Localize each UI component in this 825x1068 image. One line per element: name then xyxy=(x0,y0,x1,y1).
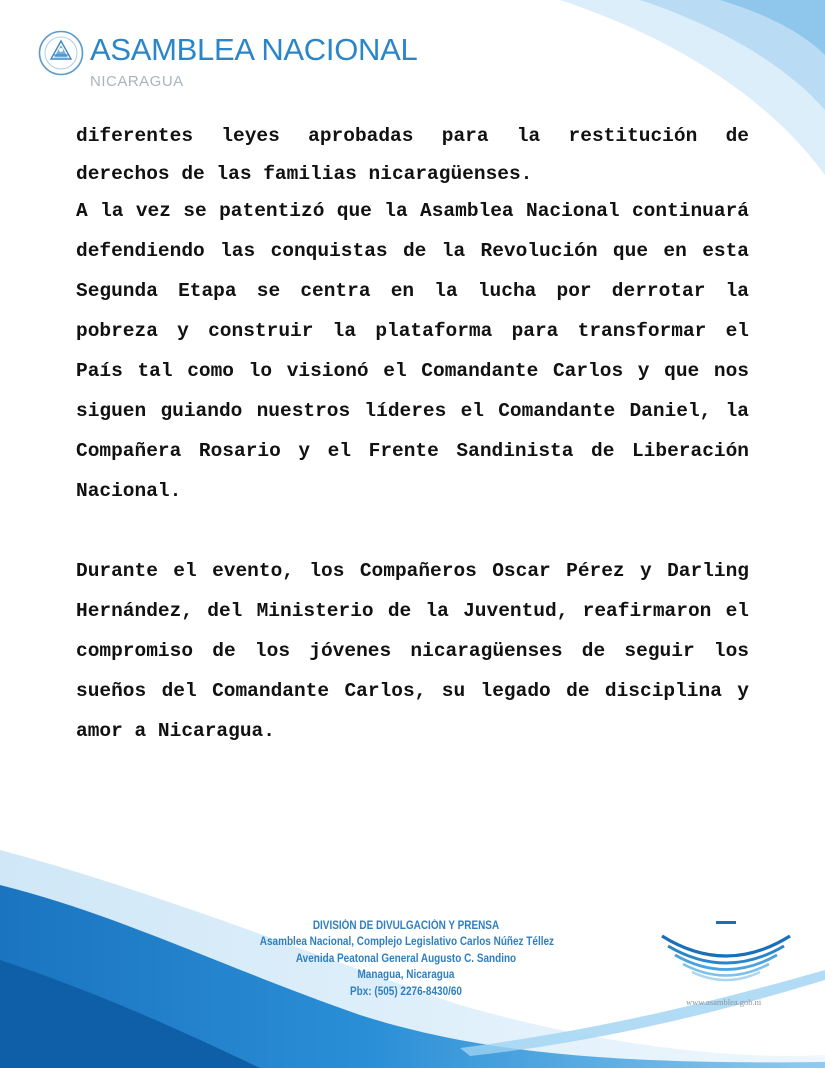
website-link[interactable]: www.asamblea.gob.ni xyxy=(686,997,762,1007)
body-paragraph: Durante el evento, los Compañeros Oscar Pérez y Darling Hernández, del Ministerio de la Juventud, reafirmaron el compromiso de los jóvenes nicaragüenses de seguir los sueños del Comandante Carlos, su legado de disciplina y amor a Nicaragua. xyxy=(76,560,749,742)
footer-contact-block xyxy=(259,918,555,1000)
footer-line: Asamblea Nacional, Complejo Legislativo Carlos Núñez Téllez xyxy=(259,935,555,949)
footer-line: DIVISIÓN DE DIVULGACIÓN Y PRENSA xyxy=(312,919,500,932)
footer-line: Pbx: (505) 2276-8430/60 xyxy=(350,984,462,998)
document-body xyxy=(76,118,749,751)
letterhead xyxy=(38,28,538,98)
institution-country: NICARAGUA xyxy=(90,73,184,90)
footer-line: Managua, Nicaragua xyxy=(357,968,455,982)
institution-title: ASAMBLEA NACIONAL xyxy=(90,32,418,67)
body-paragraph: A la vez se patentizó que la Asamblea Nacional continuará defendiendo las conquistas de la Revolución que en esta Segunda Etapa se centra en la lucha por derrotar la pobreza y construir la plataforma para transformar el País tal como lo visionó el Comandante Carlos y que nos siguen guiando nuestros líderes el Comandante Daniel, la Compañera Rosario y el Frente Sandinista de Liberación Nacional. xyxy=(76,200,749,502)
footer-line: Avenida Peatonal General Augusto C. Sandino xyxy=(295,951,517,965)
assembly-arcs-logo-icon xyxy=(656,918,796,988)
coat-of-arms-icon xyxy=(38,30,84,76)
body-paragraph: diferentes leyes aprobadas para la restitución de derechos de las familias nicaragüenses. xyxy=(76,125,749,185)
